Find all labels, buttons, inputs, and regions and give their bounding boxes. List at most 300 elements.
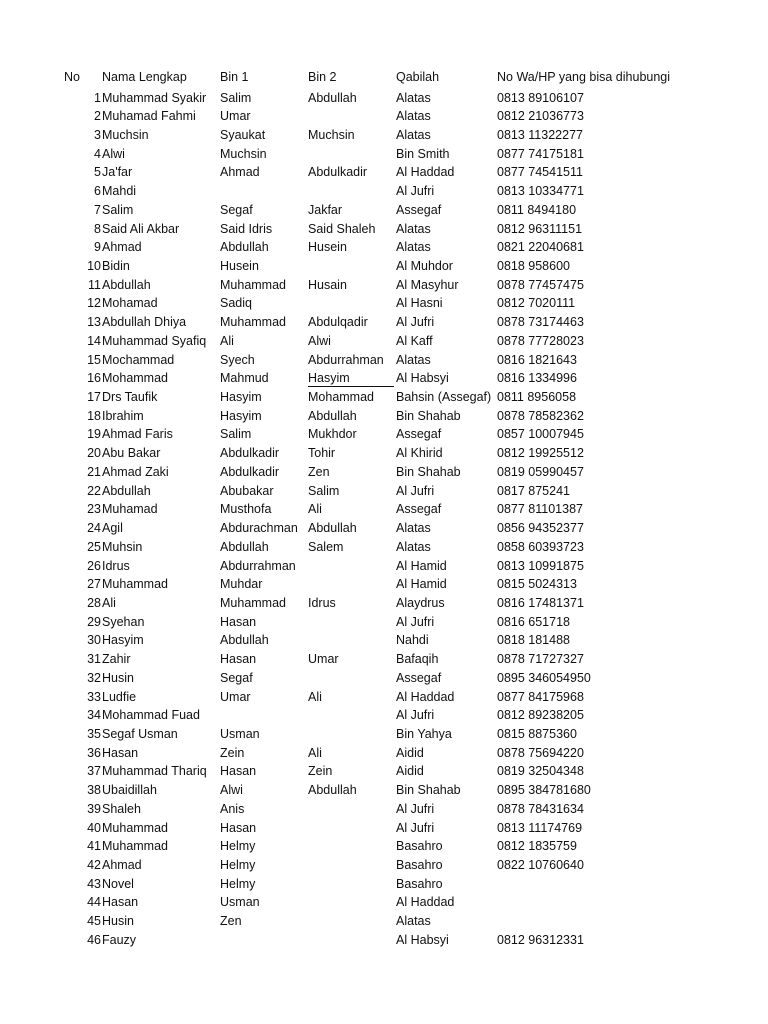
- cell-underline: [308, 386, 394, 387]
- bin1-cell: Abdullah: [220, 633, 269, 648]
- bin2-cell: Muchsin: [308, 127, 355, 142]
- table-row: [0, 407, 768, 426]
- row-number: 40: [87, 820, 101, 835]
- phone-cell: 0812 96311151: [497, 221, 583, 236]
- bin1-cell: Hasan: [220, 820, 257, 835]
- row-number: 35: [87, 726, 101, 741]
- row-number: 43: [87, 876, 101, 891]
- phone-cell: 0812 1835759: [497, 839, 577, 854]
- full-name: Ludfie: [102, 689, 137, 704]
- qabilah-cell: Alatas: [396, 127, 431, 142]
- table-row: [0, 351, 768, 370]
- table-row: [0, 220, 768, 239]
- header-qabilah: Qabilah: [396, 70, 440, 84]
- row-number: 6: [94, 184, 101, 199]
- full-name: Muhamad: [102, 502, 158, 517]
- row-number: 22: [87, 483, 101, 498]
- header-bin1: Bin 1: [220, 70, 249, 84]
- qabilah-cell: Basahro: [396, 858, 443, 873]
- phone-cell: 0812 96312331: [497, 932, 584, 947]
- row-number: 29: [87, 614, 101, 629]
- table-row: [0, 294, 768, 313]
- phone-cell: 0812 19925512: [497, 446, 584, 461]
- table-row: [0, 575, 768, 594]
- full-name: Bidin: [102, 258, 130, 273]
- bin1-cell: Usman: [220, 895, 260, 910]
- row-number: 7: [94, 202, 101, 217]
- row-number: 25: [87, 539, 101, 554]
- row-number: 38: [87, 783, 101, 798]
- qabilah-cell: Bahsin (Assegaf): [396, 390, 492, 405]
- full-name: Mochammad: [102, 352, 175, 367]
- full-name: Agil: [102, 521, 123, 536]
- qabilah-cell: Aidid: [396, 745, 424, 760]
- bin2-cell: Abdullah: [308, 783, 357, 798]
- full-name: Salim: [102, 202, 134, 217]
- row-number: 21: [87, 464, 101, 479]
- bin1-cell: Musthofa: [220, 502, 272, 517]
- row-number: 2: [94, 109, 101, 124]
- full-name: Hasyim: [102, 633, 144, 648]
- qabilah-cell: Bin Smith: [396, 146, 450, 161]
- qabilah-cell: Al Khirid: [396, 446, 443, 461]
- qabilah-cell: Bin Shahab: [396, 408, 461, 423]
- qabilah-cell: Al Jufri: [396, 614, 435, 629]
- bin2-cell: Abdulqadir: [308, 315, 368, 330]
- table-row: [0, 126, 768, 145]
- table-row: [0, 163, 768, 182]
- bin2-cell: Husain: [308, 277, 347, 292]
- bin1-cell: Ahmad: [220, 165, 260, 180]
- table-row: [0, 257, 768, 276]
- qabilah-cell: Al Jufri: [396, 184, 435, 199]
- header-phone: No Wa/HP yang bisa dihubungi: [497, 70, 671, 84]
- table-row: [0, 669, 768, 688]
- bin2-cell: Ali: [308, 502, 322, 517]
- full-name: Hasan: [102, 895, 139, 910]
- table-row: [0, 182, 768, 201]
- table-row: [0, 145, 768, 164]
- bin1-cell: Helmy: [220, 839, 256, 854]
- table-row: [0, 444, 768, 463]
- row-number: 32: [87, 670, 101, 685]
- phone-cell: 0813 10991875: [497, 558, 584, 573]
- qabilah-cell: Al Hamid: [396, 558, 447, 573]
- bin2-cell: Said Shaleh: [308, 221, 376, 236]
- qabilah-cell: Bin Yahya: [396, 726, 452, 741]
- qabilah-cell: Alatas: [396, 221, 431, 236]
- phone-cell: 0816 1334996: [497, 371, 577, 386]
- row-number: 17: [87, 390, 101, 405]
- phone-cell: 0816 17481371: [497, 595, 584, 610]
- row-number: 5: [94, 165, 101, 180]
- phone-cell: 0817 875241: [497, 483, 570, 498]
- phone-cell: 0816 651718: [497, 614, 570, 629]
- phone-cell: 0818 958600: [497, 258, 570, 273]
- table-row: [0, 313, 768, 332]
- table-row: [0, 819, 768, 838]
- bin1-cell: Abdurachman: [220, 521, 298, 536]
- full-name: Shaleh: [102, 801, 141, 816]
- full-name: Mohammad Fuad: [102, 708, 200, 723]
- phone-cell: 0811 8956058: [497, 390, 577, 405]
- header-bin2: Bin 2: [308, 70, 337, 84]
- bin2-cell: Zein: [308, 764, 333, 779]
- qabilah-cell: Al Haddad: [396, 689, 455, 704]
- bin1-cell: Syaukat: [220, 127, 266, 142]
- bin1-cell: Said Idris: [220, 221, 273, 236]
- phone-cell: 0856 94352377: [497, 521, 584, 536]
- row-number: 41: [87, 839, 101, 854]
- bin1-cell: Zen: [220, 914, 242, 929]
- qabilah-cell: Assegaf: [396, 670, 442, 685]
- full-name: Ubaidillah: [102, 783, 157, 798]
- full-name: Ahmad Zaki: [102, 464, 169, 479]
- full-name: Novel: [102, 876, 134, 891]
- row-number: 24: [87, 521, 101, 536]
- phone-cell: 0857 10007945: [497, 427, 584, 442]
- table-row: [0, 425, 768, 444]
- row-number: 1: [94, 90, 101, 105]
- table-row: [0, 388, 768, 407]
- bin2-cell: Abdullah: [308, 90, 357, 105]
- bin2-cell: Umar: [308, 652, 339, 667]
- phone-cell: 0813 10334771: [497, 184, 584, 199]
- full-name: Ahmad: [102, 240, 142, 255]
- bin1-cell: Alwi: [220, 783, 243, 798]
- full-name: Segaf Usman: [102, 726, 178, 741]
- row-number: 37: [87, 764, 101, 779]
- qabilah-cell: Alatas: [396, 352, 431, 367]
- bin1-cell: Segaf: [220, 670, 253, 685]
- phone-cell: 0813 11322277: [497, 127, 583, 142]
- qabilah-cell: Al Jufri: [396, 483, 435, 498]
- bin1-cell: Abubakar: [220, 483, 274, 498]
- row-number: 33: [87, 689, 101, 704]
- bin1-cell: Sadiq: [220, 296, 252, 311]
- qabilah-cell: Alatas: [396, 539, 431, 554]
- bin1-cell: Hasan: [220, 652, 257, 667]
- phone-cell: 0878 73174463: [497, 315, 584, 330]
- phone-cell: 0812 21036773: [497, 109, 584, 124]
- row-number: 44: [87, 895, 101, 910]
- phone-cell: 0815 8875360: [497, 726, 577, 741]
- qabilah-cell: Al Hamid: [396, 577, 447, 592]
- bin1-cell: Umar: [220, 689, 251, 704]
- bin1-cell: Abdulkadir: [220, 446, 280, 461]
- table-row: [0, 482, 768, 501]
- bin2-cell: Salim: [308, 483, 340, 498]
- full-name: Said Ali Akbar: [102, 221, 180, 236]
- phone-cell: 0878 75694220: [497, 745, 584, 760]
- full-name: Muchsin: [102, 127, 149, 142]
- table-row: [0, 613, 768, 632]
- full-name: Muhsin: [102, 539, 143, 554]
- bin2-cell: Idrus: [308, 595, 336, 610]
- bin2-cell: Abdullah: [308, 521, 357, 536]
- bin1-cell: Abdulkadir: [220, 464, 280, 479]
- table-row: [0, 688, 768, 707]
- bin2-cell: Abdullah: [308, 408, 357, 423]
- bin1-cell: Muhammad: [220, 315, 286, 330]
- table-row: [0, 500, 768, 519]
- qabilah-cell: Alatas: [396, 240, 431, 255]
- bin1-cell: Zein: [220, 745, 245, 760]
- qabilah-cell: Al Haddad: [396, 165, 455, 180]
- table-row: [0, 893, 768, 912]
- table-row: [0, 837, 768, 856]
- table-row: [0, 725, 768, 744]
- row-number: 19: [87, 427, 101, 442]
- table-row: [0, 912, 768, 931]
- phone-cell: 0895 384781680: [497, 783, 591, 798]
- row-number: 46: [87, 932, 101, 947]
- bin2-cell: Zen: [308, 464, 330, 479]
- bin1-cell: Helmy: [220, 858, 256, 873]
- phone-cell: 0877 74175181: [497, 146, 584, 161]
- bin1-cell: Salim: [220, 90, 252, 105]
- bin1-cell: Syech: [220, 352, 255, 367]
- qabilah-cell: Al Hasni: [396, 296, 443, 311]
- table-row: [0, 201, 768, 220]
- bin1-cell: Muhammad: [220, 277, 286, 292]
- qabilah-cell: Al Haddad: [396, 895, 455, 910]
- qabilah-cell: Aidid: [396, 764, 424, 779]
- row-number: 36: [87, 745, 101, 760]
- phone-cell: 0878 78431634: [497, 801, 584, 816]
- full-name: Syehan: [102, 614, 145, 629]
- table-row: [0, 594, 768, 613]
- qabilah-cell: Assegaf: [396, 502, 442, 517]
- full-name: Muhammad: [102, 839, 168, 854]
- row-number: 10: [87, 258, 101, 273]
- phone-cell: 0878 78582362: [497, 408, 584, 423]
- full-name: Ja'far: [102, 165, 133, 180]
- full-name: Hasan: [102, 745, 139, 760]
- qabilah-cell: Al Jufri: [396, 315, 435, 330]
- table-row: [0, 332, 768, 351]
- table-row: [0, 931, 768, 950]
- row-number: 14: [87, 333, 101, 348]
- row-number: 11: [88, 277, 101, 292]
- bin1-cell: Usman: [220, 726, 260, 741]
- bin1-cell: Muchsin: [220, 146, 267, 161]
- bin2-cell: Mohammad: [308, 390, 374, 405]
- full-name: Abu Bakar: [102, 446, 161, 461]
- table-row: [0, 744, 768, 763]
- row-number: 13: [87, 315, 101, 330]
- full-name: Abdullah Dhiya: [102, 315, 187, 330]
- phone-cell: 0821 22040681: [497, 240, 584, 255]
- qabilah-cell: Basahro: [396, 876, 443, 891]
- phone-cell: 0858 60393723: [497, 539, 584, 554]
- qabilah-cell: Al Masyhur: [396, 277, 459, 292]
- header-name: Nama Lengkap: [102, 70, 187, 84]
- row-number: 26: [87, 558, 101, 573]
- bin2-cell: Alwi: [308, 333, 331, 348]
- bin1-cell: Helmy: [220, 876, 256, 891]
- full-name: Abdullah: [102, 483, 151, 498]
- full-name: Muhammad Syakir: [102, 90, 207, 105]
- phone-cell: 0813 11174769: [497, 820, 583, 835]
- qabilah-cell: Al Jufri: [396, 801, 435, 816]
- qabilah-cell: Al Jufri: [396, 820, 435, 835]
- row-number: 28: [87, 595, 101, 610]
- full-name: Ibrahim: [102, 408, 144, 423]
- bin1-cell: Mahmud: [220, 371, 269, 386]
- table-row: [0, 762, 768, 781]
- row-number: 30: [87, 633, 101, 648]
- table-row: [0, 276, 768, 295]
- bin1-cell: Umar: [220, 109, 251, 124]
- phone-cell: 0877 84175968: [497, 689, 584, 704]
- qabilah-cell: Al Habsyi: [396, 371, 449, 386]
- bin1-cell: Hasan: [220, 764, 257, 779]
- phone-cell: 0895 346054950: [497, 670, 591, 685]
- phone-cell: 0819 05990457: [497, 464, 584, 479]
- row-number: 20: [87, 446, 101, 461]
- table-row: [0, 856, 768, 875]
- qabilah-cell: Al Muhdor: [396, 258, 453, 273]
- row-number: 23: [87, 502, 101, 517]
- row-number: 39: [87, 801, 101, 816]
- bin2-cell: Tohir: [308, 446, 336, 461]
- bin2-cell: Hasyim: [308, 371, 350, 386]
- row-number: 8: [94, 221, 101, 236]
- qabilah-cell: Assegaf: [396, 202, 442, 217]
- row-number: 16: [87, 371, 101, 386]
- bin1-cell: Husein: [220, 258, 259, 273]
- full-name: Mohammad: [102, 371, 168, 386]
- full-name: Mohamad: [102, 296, 158, 311]
- bin2-cell: Jakfar: [308, 202, 343, 217]
- bin1-cell: Hasan: [220, 614, 257, 629]
- bin1-cell: Salim: [220, 427, 252, 442]
- full-name: Fauzy: [102, 932, 137, 947]
- phone-cell: 0816 1821643: [497, 352, 577, 367]
- full-name: Muhamad Fahmi: [102, 109, 196, 124]
- qabilah-cell: Bin Shahab: [396, 464, 461, 479]
- table-row: [0, 800, 768, 819]
- table-row: [0, 781, 768, 800]
- bin1-cell: Hasyim: [220, 390, 262, 405]
- bin1-cell: Muhammad: [220, 595, 286, 610]
- table-row: [0, 463, 768, 482]
- qabilah-cell: Basahro: [396, 839, 443, 854]
- row-number: 18: [87, 408, 101, 423]
- row-number: 34: [87, 708, 101, 723]
- bin2-cell: Abdulkadir: [308, 165, 368, 180]
- row-number: 4: [94, 146, 101, 161]
- bin1-cell: Muhdar: [220, 577, 263, 592]
- row-number: 3: [94, 127, 101, 142]
- phone-cell: 0878 71727327: [497, 652, 584, 667]
- row-number: 15: [87, 352, 101, 367]
- qabilah-cell: Al Habsyi: [396, 932, 449, 947]
- phone-cell: 0877 74541511: [497, 165, 583, 180]
- phone-cell: 0822 10760640: [497, 858, 584, 873]
- row-number: 12: [87, 296, 101, 311]
- full-name: Ahmad Faris: [102, 427, 173, 442]
- bin1-cell: Abdurrahman: [220, 558, 296, 573]
- bin2-cell: Ali: [308, 745, 322, 760]
- phone-cell: 0878 77728023: [497, 333, 584, 348]
- full-name: Idrus: [102, 558, 130, 573]
- phone-cell: 0878 77457475: [497, 277, 584, 292]
- qabilah-cell: Alaydrus: [396, 595, 445, 610]
- qabilah-cell: Alatas: [396, 914, 431, 929]
- qabilah-cell: Al Kaff: [396, 333, 433, 348]
- row-number: 42: [87, 858, 101, 873]
- bin2-cell: Mukhdor: [308, 427, 357, 442]
- full-name: Husin: [102, 914, 134, 929]
- phone-cell: 0812 89238205: [497, 708, 584, 723]
- full-name: Ali: [102, 595, 116, 610]
- table-row: [0, 706, 768, 725]
- bin1-cell: Hasyim: [220, 408, 262, 423]
- full-name: Ahmad: [102, 858, 142, 873]
- bin2-cell: Husein: [308, 240, 347, 255]
- bin1-cell: Segaf: [220, 202, 253, 217]
- qabilah-cell: Bin Shahab: [396, 783, 461, 798]
- qabilah-cell: Assegaf: [396, 427, 442, 442]
- row-number: 31: [87, 652, 101, 667]
- table-row: [0, 238, 768, 257]
- full-name: Muhammad Syafiq: [102, 333, 207, 348]
- phone-cell: 0811 8494180: [497, 202, 577, 217]
- bin2-cell: Salem: [308, 539, 344, 554]
- table-row: [0, 538, 768, 557]
- phone-cell: 0819 32504348: [497, 764, 584, 779]
- qabilah-cell: Bafaqih: [396, 652, 439, 667]
- qabilah-cell: Alatas: [396, 90, 431, 105]
- table-row: [0, 875, 768, 894]
- table-row: [0, 650, 768, 669]
- bin2-cell: Abdurrahman: [308, 352, 384, 367]
- header-no: No: [64, 70, 80, 84]
- full-name: Muhammad Thariq: [102, 764, 207, 779]
- full-name: Mahdi: [102, 184, 137, 199]
- phone-cell: 0818 181488: [497, 633, 570, 648]
- table-row: [0, 519, 768, 538]
- qabilah-cell: Al Jufri: [396, 708, 435, 723]
- row-number: 9: [94, 240, 101, 255]
- qabilah-cell: Nahdi: [396, 633, 429, 648]
- phone-cell: 0812 7020111: [497, 296, 576, 311]
- full-name: Muhammad: [102, 577, 168, 592]
- phone-cell: 0877 81101387: [497, 502, 583, 517]
- full-name: Drs Taufik: [102, 390, 158, 405]
- full-name: Zahir: [102, 652, 131, 667]
- row-number: 27: [87, 577, 101, 592]
- table-row: [0, 557, 768, 576]
- table-row: [0, 89, 768, 108]
- bin2-cell: Ali: [308, 689, 322, 704]
- full-name: Abdullah: [102, 277, 151, 292]
- bin1-cell: Abdullah: [220, 539, 269, 554]
- header-row: [0, 68, 768, 87]
- row-number: 45: [87, 914, 101, 929]
- qabilah-cell: Alatas: [396, 109, 431, 124]
- phone-cell: 0815 5024313: [497, 577, 577, 592]
- table-row: [0, 631, 768, 650]
- bin1-cell: Ali: [220, 333, 234, 348]
- bin1-cell: Abdullah: [220, 240, 269, 255]
- qabilah-cell: Alatas: [396, 521, 431, 536]
- phone-cell: 0813 89106107: [497, 90, 584, 105]
- table-row: [0, 107, 768, 126]
- bin1-cell: Anis: [220, 801, 245, 816]
